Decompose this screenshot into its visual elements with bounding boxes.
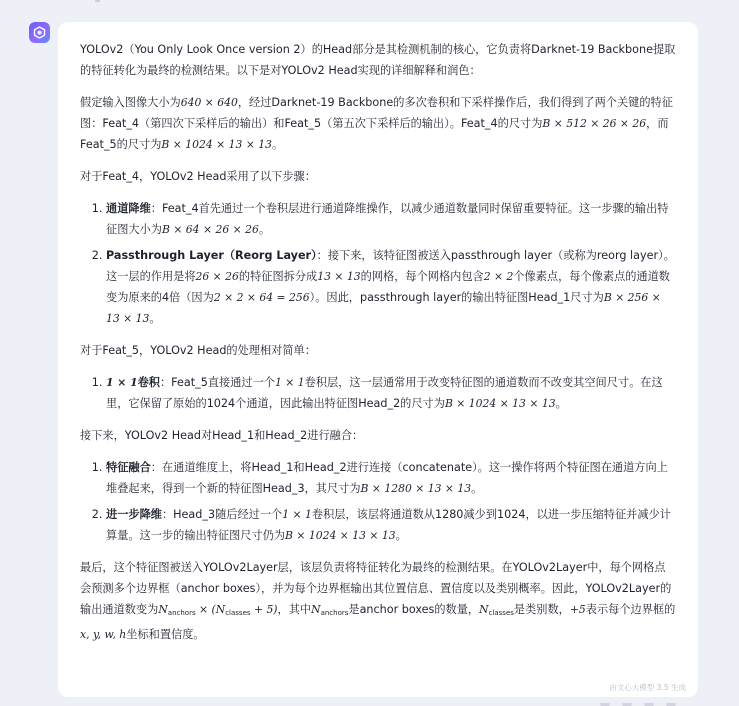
final-paragraph: 最后，这个特征图被送入YOLOv2Layer层，该层负责将特征转化为最终的检测结果。在YOLOv2Layer中，每个网格点会预测多个边界框（anchor boxes），并为每个边界框输出其位置信息、置信度以及类别概率。因此，YOLOv2Layer的输出通道数变为$N_{anchors} \times (N_{classes} + 5)$，其中$N_{anchors}$是anchor boxes的数量，$N_{classes}$是类别数，+5表示每个边界框的x, y, w, h坐标和置信度。 (80, 561, 676, 641)
assistant-message-card (58, 22, 698, 697)
list-item: 2. 进一步降维：Head_3随后经过一个1 × 1卷积层，该层将通道数从1280减少到1024，以进一步压缩特征并减少计算量。这一步的输出特征图尺寸仍为B × 1024 × 13 × 13。 (106, 504, 676, 546)
list-item: 1. 特征融合：在通道维度上，将Head_1和Head_2进行连接（concatenate）。这一操作将两个特征图在通道方向上堆叠起来，得到一个新的特征图Head_3，其尺寸为B × 1280 × 13 × 13。 (106, 457, 676, 499)
feat4-list (80, 198, 676, 329)
fuse-list (80, 457, 676, 546)
list-item: 1. 通道降维：Feat_4首先通过一个卷积层进行通道降维操作，以减少通道数量同时保留重要特征。这一步骤的输出特征图大小为B × 64 × 26 × 26。 (106, 198, 676, 240)
intro-paragraph: YOLOv2（You Only Look Once version 2）的Head部分是其检测机制的核心，它负责将Darknet-19 Backbone提取的特征转化为最终的检测结果。以下是对YOLOv2 Head实现的详细解释和润色： (80, 43, 676, 77)
assistant-avatar-icon (29, 22, 50, 43)
feat5-list (80, 372, 676, 414)
fuse-heading: 接下来，YOLOv2 Head对Head_1和Head_2进行融合： (80, 429, 364, 442)
list-item: 2. Passthrough Layer（Reorg Layer）：接下来，该特征图被送入passthrough layer（或称为reorg layer）。这一层的作用是将26 × 26的特征图拆分成13 × 13的网格，每个网格内包含2 × 2个像素点，每个像素点的通道数变为原来的4倍（因为2 × 2 × 64 = 256）。因此，passthrough layer的输出特征图Head_1尺寸为B × 256 × 13 × 13。 (106, 245, 676, 329)
feature-map-paragraph: 假定输入图像大小为640 × 640，经过Darknet-19 Backbone的多次卷积和下采样操作后，我们得到了两个关键的特征图：Feat_4（第四次下采样后的输出）和Feat_5（第五次下采样后的输出）。Feat_4的尺寸为B × 512 × 26 × 26，而Feat_5的尺寸为B × 1024 × 13 × 13。 (80, 96, 673, 151)
feat4-heading: 对于Feat_4，YOLOv2 Head采用了以下步骤： (80, 170, 316, 183)
feat5-heading: 对于Feat_5，YOLOv2 Head的处理相对简单： (80, 344, 316, 357)
scroll-hint (95, 0, 100, 2)
model-attribution: 由文心大模型 3.5 生成 (609, 683, 686, 692)
list-item: 1. 1 × 1卷积：Feat_5直接通过一个1 × 1卷积层，这一层通常用于改变特征图的通道数而不改变其空间尺寸。在这里，它保留了原始的1024个通道，因此输出特征图Head_2的尺寸为B × 1024 × 13 × 13。 (106, 372, 676, 414)
